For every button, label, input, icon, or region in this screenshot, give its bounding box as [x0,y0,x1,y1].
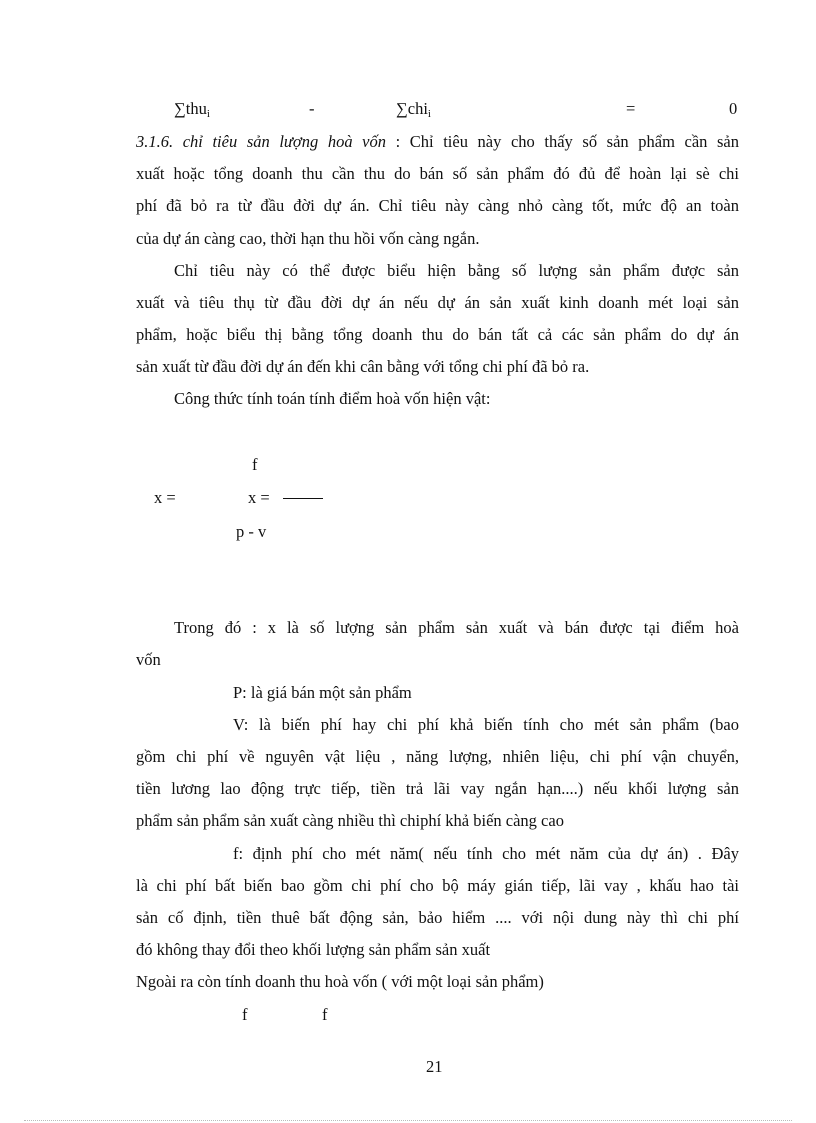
sum-thu-term: ∑thu$_i$ [174,99,210,120]
formula-numerator: f [252,455,258,474]
definition-intro: Trong đó : x là số lượng sản phẩm sản xuất và bán được tại điểm hoà [174,618,739,637]
fraction-bar [283,498,323,499]
paragraph-line: phẩm, hoặc biểu thị bằng tổng doanh thu do bán tất cả các sản phẩm do dự án [136,325,739,344]
page-bottom-border [24,1120,792,1121]
section-heading: 3.1.6. chỉ tiêu sản lượng hoà vốn [136,132,386,151]
page-number: 21 [426,1057,443,1076]
paragraph-line: phí đã bỏ ra từ đầu đời dự án. Chỉ tiêu này càng nhỏ càng tốt, mức độ an toàn [136,196,739,215]
paragraph-line: xuất hoặc tổng doanh thu cần thu do bán số sản phẩm đó đủ để hoàn lại sè chi [136,164,739,183]
formula-left-x: x = [154,488,176,507]
definition-v-line: tiền lương lao động trực tiếp, tiền trả lãi vay ngắn hạn....) nếu khối lượng sản [136,779,739,798]
definition-v-line: phẩm sản phẩm sản xuất càng nhiều thì chiphí khả biến càng cao [136,811,564,830]
paragraph-line: Chỉ tiêu này có thể được biểu hiện bằng số lượng sản phẩm được sản [174,261,739,280]
definition-f-line: f: định phí cho mét năm( nếu tính cho mét năm của dự án) . Đây [233,844,739,863]
definition-f-line: sản cố định, tiền thuê bất động sản, bảo hiểm .... với nội dung này thì chi phí [136,908,739,927]
formula2-numerator-2: f [322,1005,328,1024]
equals-sign: = [626,99,636,118]
definition-intro-cont: vốn [136,650,161,669]
formula-intro: Công thức tính toán tính điểm hoà vốn hiện vật: [174,389,491,408]
formula2-numerator-1: f [242,1005,248,1024]
section-heading-line: 3.1.6. chỉ tiêu sản lượng hoà vốn : Chỉ tiêu này cho thấy số sản phẩm cần sản [136,132,739,151]
formula-denominator: p - v [236,522,267,541]
paragraph-line: của dự án càng cao, thời hạn thu hồi vốn càng ngắn. [136,229,480,248]
paragraph-line: sản xuất từ đầu đời dự án đến khi cân bằng với tổng chi phí đã bỏ ra. [136,357,590,376]
definition-v-line: gồm chi phí về nguyên vật liệu , năng lượng, nhiên liệu, chi phí vận chuyển, [136,747,739,766]
minus-sign: - [309,99,315,118]
definition-f-line: là chi phí bất biến bao gồm chi phí cho bộ máy gián tiếp, lãi vay , khấu hao tài [136,876,739,895]
zero-value: 0 [729,99,738,118]
revenue-breakeven-line: Ngoài ra còn tính doanh thu hoà vốn ( với một loại sản phẩm) [136,972,544,991]
sum-chi-term: ∑chi$_i$ [396,99,431,120]
definition-f-line: đó không thay đổi theo khối lượng sản phẩm sản xuất [136,940,491,959]
definition-v-line: V: là biến phí hay chi phí khả biến tính cho mét sản phẩm (bao [233,715,739,734]
paragraph-line: xuất và tiêu thụ từ đầu đời dự án nếu dự án sản xuất kinh doanh mét loại sản [136,293,739,312]
formula-middle-x: x = [248,488,270,507]
definition-p: P: là giá bán một sản phẩm [233,683,412,702]
